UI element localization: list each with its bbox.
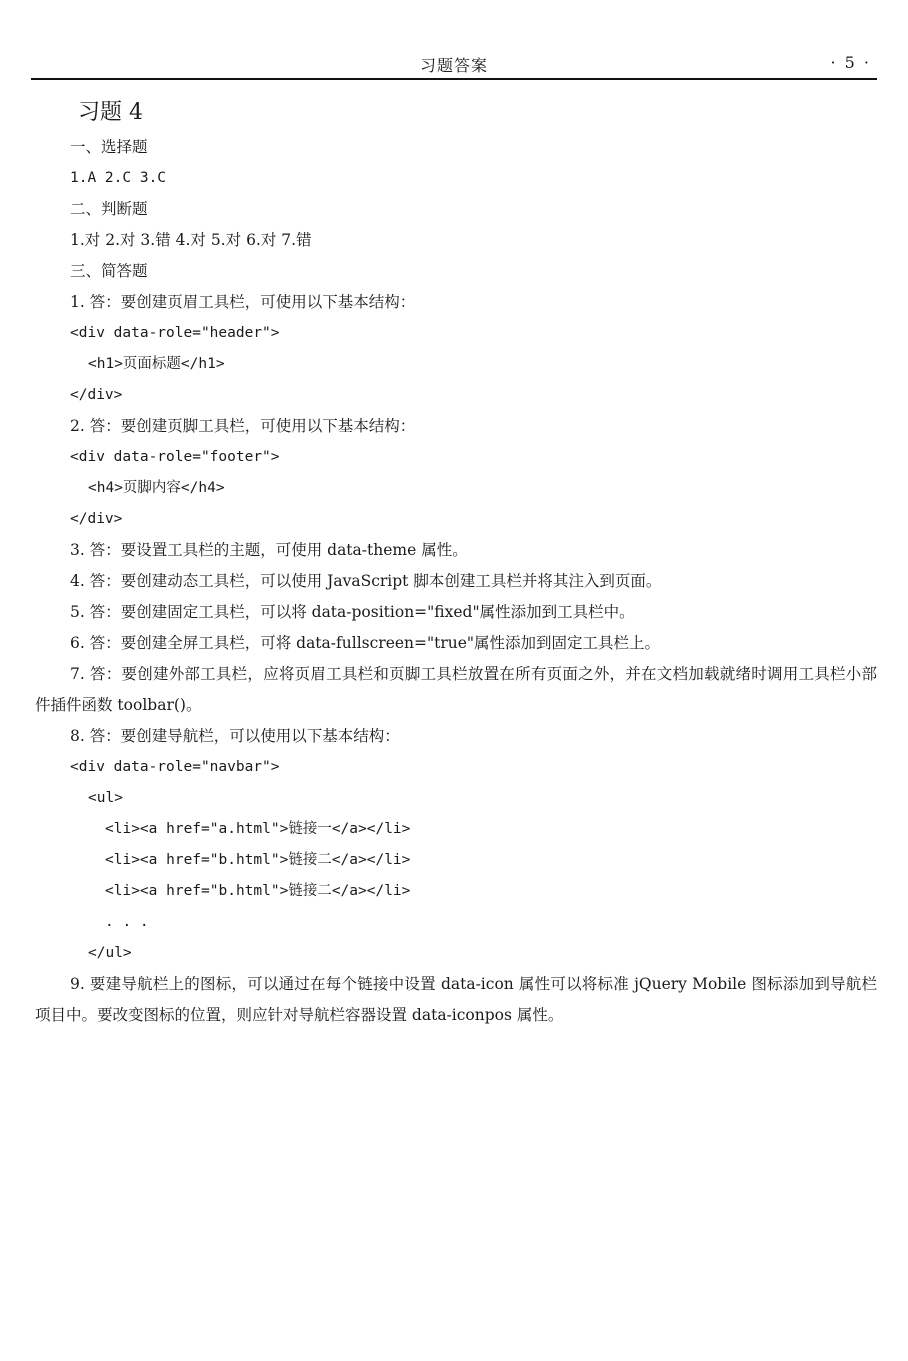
answer-7: 7. 答：要创建外部工具栏，应将页眉工具栏和页脚工具栏放置在所有页面之外，并在文档加载就绪时调用工具栏小部件插件函数 toolbar()。 xyxy=(35,665,877,714)
code-line: <li><a href="b.html">链接二</a></li> xyxy=(105,852,411,868)
running-title: 习题答案 xyxy=(419,56,488,75)
code-line: <div data-role="header"> xyxy=(70,325,280,341)
code-line: </div> xyxy=(70,387,123,403)
page-number: · 5 · xyxy=(830,53,871,72)
code-line: <div data-role="navbar"> xyxy=(70,759,280,775)
code-line: <h4>页脚内容</h4> xyxy=(88,480,225,496)
code-line: <ul> xyxy=(88,790,123,806)
answer-4: 4. 答：要创建动态工具栏，可以使用 JavaScript 脚本创建工具栏并将其注入到页面。 xyxy=(70,572,662,590)
answer-2: 2. 答：要创建页脚工具栏，可使用以下基本结构： xyxy=(70,417,416,435)
code-line: </ul> xyxy=(88,945,132,961)
code-line: <h1>页面标题</h1> xyxy=(88,356,225,372)
code-line: <div data-role="footer"> xyxy=(70,449,280,465)
answers-choice: 1.A 2.C 3.C xyxy=(70,170,167,186)
code-line: </div> xyxy=(70,511,123,527)
answer-8: 8. 答：要创建导航栏，可以使用以下基本结构： xyxy=(70,727,400,745)
code-ellipsis: . . . xyxy=(105,914,149,930)
answer-1: 1. 答：要创建页眉工具栏，可使用以下基本结构： xyxy=(70,293,416,311)
section-title-choice: 一、选择题 xyxy=(70,138,148,156)
answer-6: 6. 答：要创建全屏工具栏，可将 data-fullscreen="true"属性添加到固定工具栏上。 xyxy=(70,634,661,652)
answers-judge: 1.对 2.对 3.错 4.对 5.对 6.对 7.错 xyxy=(70,231,312,249)
page-content xyxy=(35,94,877,1031)
code-line: <li><a href="a.html">链接一</a></li> xyxy=(105,821,411,837)
page-header xyxy=(31,50,877,80)
answer-3: 3. 答：要设置工具栏的主题，可使用 data-theme 属性。 xyxy=(70,541,468,559)
answer-5: 5. 答：要创建固定工具栏，可以将 data-position="fixed"属性添加到工具栏中。 xyxy=(70,603,635,621)
section-heading: 习题 4 xyxy=(78,100,143,125)
section-title-short: 三、简答题 xyxy=(70,262,148,280)
section-title-judge: 二、判断题 xyxy=(70,200,148,218)
answer-9: 9. 要建导航栏上的图标，可以通过在每个链接中设置 data-icon 属性可以将标准 jQuery Mobile 图标添加到导航栏项目中。要改变图标的位置，则应针对导航栏容器设置 data-iconpos 属性。 xyxy=(35,975,877,1024)
code-line: <li><a href="b.html">链接二</a></li> xyxy=(105,883,411,899)
